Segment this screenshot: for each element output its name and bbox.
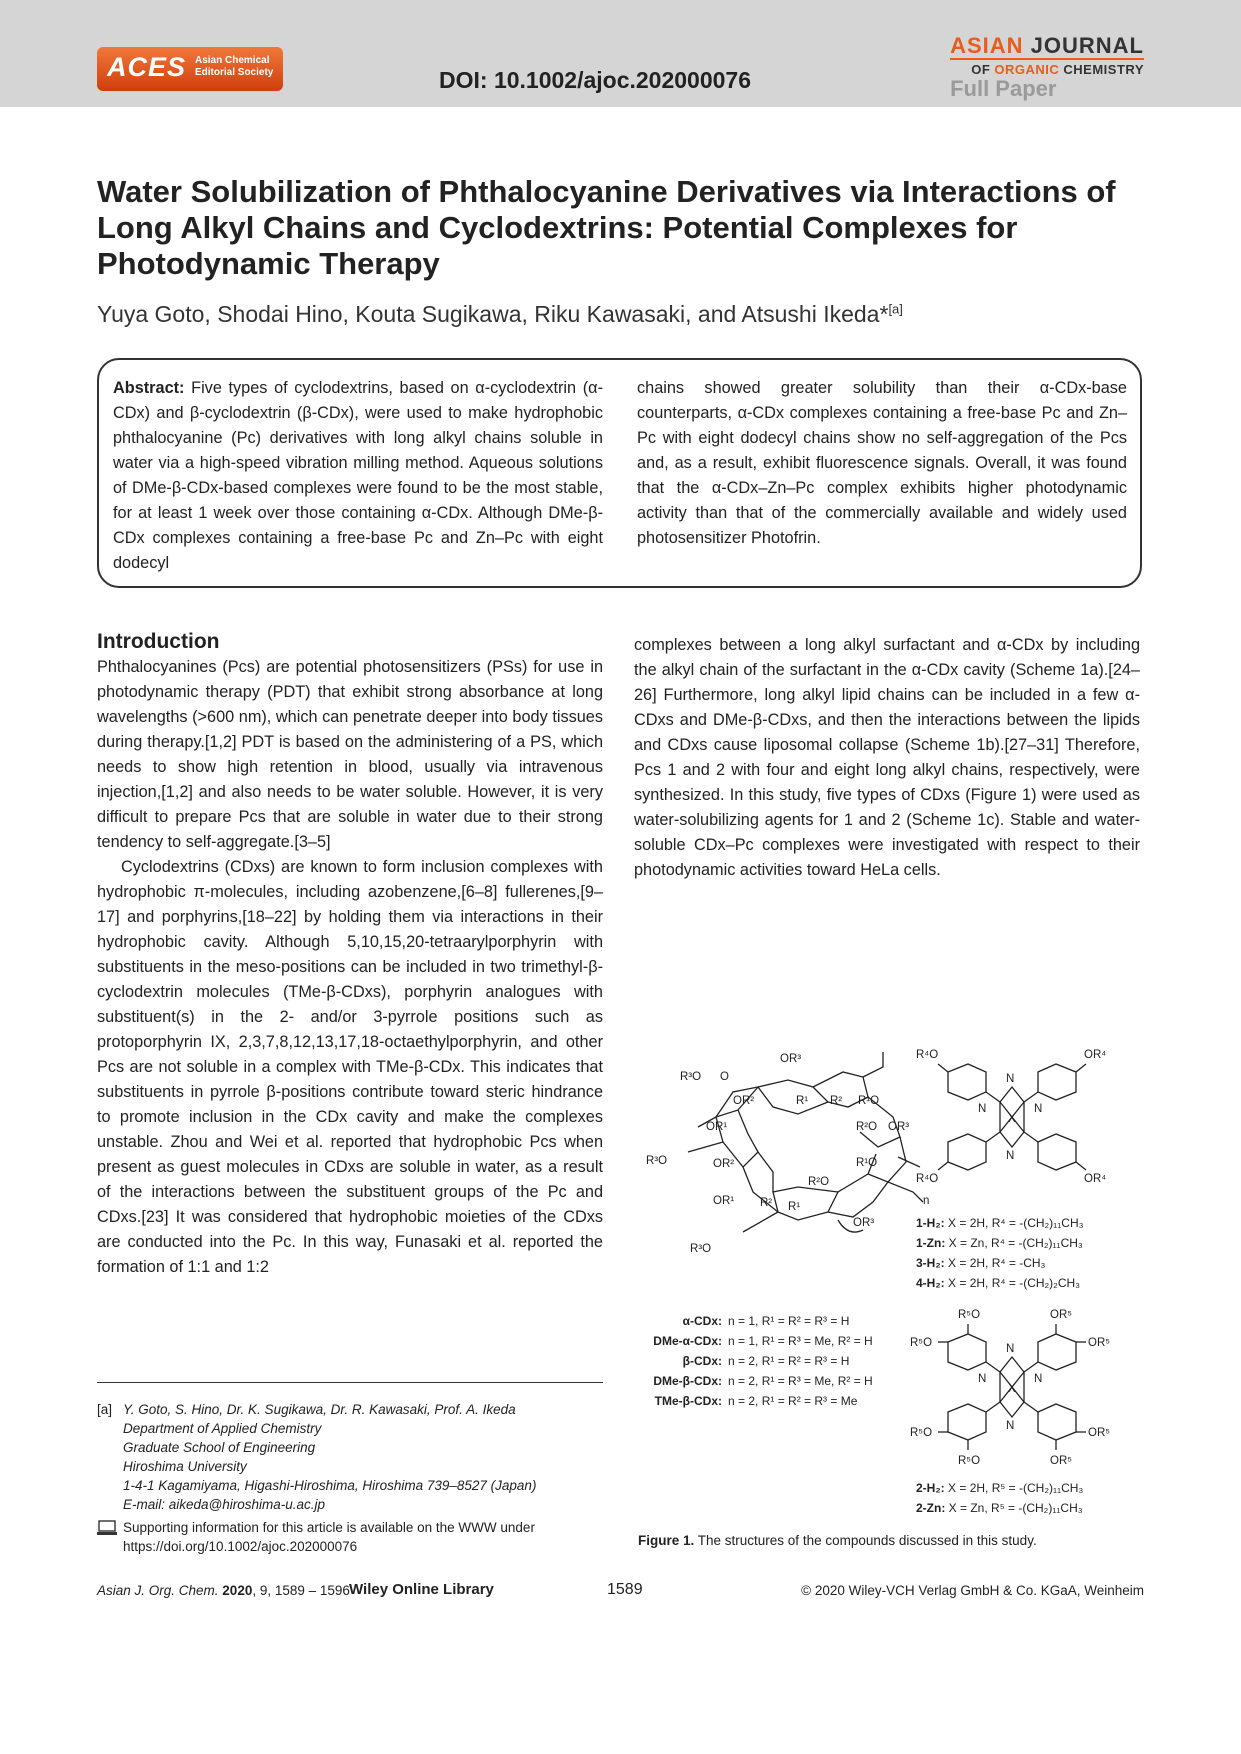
pc2-def-text: X = 2H, R⁵ = -(CH₂)₁₁CH₃ — [948, 1481, 1084, 1495]
journal-name-part: OF — [971, 62, 995, 77]
journal-logo — [950, 34, 1144, 100]
label-r1: R¹ — [796, 1095, 809, 1107]
abstract-label: Abstract: — [113, 379, 185, 397]
figure-1-caption — [638, 1533, 1037, 1548]
pc1-def-name: 1-H₂: — [916, 1216, 945, 1230]
label-r1o: R¹O — [856, 1157, 878, 1169]
journal-name-part: ORGANIC — [994, 62, 1060, 77]
label-or5: OR⁵ — [1050, 1455, 1073, 1467]
affiliation-marker: [a] — [888, 301, 903, 317]
label-n-subscript: n — [923, 1195, 930, 1207]
label-or2: OR² — [733, 1095, 755, 1107]
cyclodextrin-labels — [646, 1053, 929, 1255]
pc1-def-name: 1-Zn: — [916, 1236, 946, 1250]
label-r2: R² — [830, 1095, 843, 1107]
aces-society-name: Asian Chemical Editorial Society — [195, 55, 274, 78]
citation-journal: Asian J. Org. Chem. — [97, 1583, 219, 1598]
pc2-def-text: X = Zn, R⁵ = -(CH₂)₁₁CH₃ — [948, 1501, 1083, 1515]
phthalocyanine-1-defs — [916, 1216, 1084, 1290]
copyright: © 2020 Wiley-VCH Verlag GmbH & Co. KGaA, Weinheim — [801, 1583, 1144, 1598]
pc2-def-name: 2-H₂: — [916, 1481, 945, 1495]
label-or5: OR⁵ — [1050, 1309, 1073, 1321]
citation-rest: , 9, 1589 – 1596 — [252, 1583, 350, 1598]
doi[interactable]: DOI: 10.1002/ajoc.202000076 — [439, 67, 752, 93]
label-n-atom: N — [1006, 1420, 1015, 1432]
label-or3: OR³ — [888, 1121, 910, 1133]
svg-text:2-Zn: X = Zn, R⁵ = -(CH₂)₁₁CH₃ — [916, 1501, 1083, 1515]
label-r4o: R⁴O — [916, 1173, 939, 1185]
label-r3o: R³O — [680, 1071, 702, 1083]
footnote-email[interactable]: E-mail: aikeda@hiroshima-u.ac.jp — [123, 1497, 326, 1512]
abstract-box — [97, 358, 1142, 588]
pc1-def-text: X = Zn, R⁴ = -(CH₂)₁₁CH₃ — [948, 1236, 1083, 1250]
left-column — [97, 629, 603, 1280]
cdx-def-text: n = 1, R¹ = R³ = Me, R² = H — [728, 1334, 873, 1348]
figure-caption-text: The structures of the compounds discussed in this study. — [694, 1533, 1037, 1548]
label-or4: OR⁴ — [1084, 1049, 1107, 1061]
page-number: 1589 — [607, 1581, 643, 1598]
label-n-atom: N — [978, 1103, 987, 1115]
cdx-def-text: n = 1, R¹ = R² = R³ = H — [728, 1314, 850, 1328]
supporting-info-note — [97, 1518, 607, 1556]
pc1-def-text: X = 2H, R⁴ = -(CH₂)₂CH₃ — [948, 1276, 1081, 1290]
svg-text:2-H₂: X = 2H, R⁵ = -(CH₂)₁₁CH₃ — [916, 1481, 1083, 1495]
cdx-def-name: DMe-β-CDx: — [653, 1374, 722, 1388]
label-or4: OR⁴ — [1084, 1173, 1107, 1185]
label-r2o: R²O — [808, 1176, 830, 1188]
label-r5o: R⁵O — [958, 1309, 981, 1321]
footnote-marker: [a] — [97, 1402, 113, 1417]
label-r3o: R³O — [690, 1243, 712, 1255]
pc1-def-text: X = 2H, R⁴ = -CH₃ — [948, 1256, 1046, 1270]
svg-text:4-H₂: X = 2H, R⁴ = -(CH₂)₂CH₃ — [916, 1276, 1080, 1290]
label-r5o: R⁵O — [910, 1337, 933, 1349]
pc1-def-name: 3-H₂: — [916, 1256, 945, 1270]
footer-citation — [97, 1583, 350, 1598]
label-n-atom: N — [1006, 1150, 1015, 1162]
right-column — [634, 633, 1140, 883]
cdx-def-text: n = 2, R¹ = R² = R³ = H — [728, 1354, 850, 1368]
label-r5o: R⁵O — [958, 1455, 981, 1467]
label-n-atom: N — [1034, 1373, 1043, 1385]
section-heading-introduction: Introduction — [97, 630, 220, 653]
label-or5: OR⁵ — [1088, 1427, 1111, 1439]
label-x-atom: X — [1008, 1113, 1016, 1125]
svg-text:1-H₂: X = 2H, R⁴ = -(CH₂)₁₁CH₃ — [916, 1216, 1084, 1230]
footnote-authors: Y. Goto, S. Hino, Dr. K. Sugikawa, Dr. R. Kawasaki, Prof. A. Ikeda — [123, 1402, 516, 1417]
affiliation-footnote — [97, 1400, 607, 1514]
svg-text:1-Zn: X = Zn, R⁴ = -(CH₂)₁₁CH₃ — [916, 1236, 1083, 1250]
label-r1: R¹ — [788, 1201, 801, 1213]
abstract-left-column — [113, 376, 603, 576]
intro-paragraph-2: Cyclodextrins (CDxs) are known to form inclusion complexes with hydrophobic π-molecules, including azobenzene,[6–8] fullerenes,[9–17] and porphyrins,[18–22] by holding them via interactions in their hydrophobic cavity. Although 5,10,15,20-tetraarylporphyrin with substituents in the meso-positions can be included in two trimethyl-β-cyclodextrin molecules (TMe-β-CDxs), porphyrin analogues with substituent(s) in the 2- and/or 3-pyrrole positions such as protoporphyrin IX, 2,3,7,8,12,13,17,18-octaethylporphyrin, and other Pcs are not soluble in a complex with TMe-β-CDx. This indicates that substituents in pyrrole β-positions contribute toward steric hindrance to promote inclusion in the CDx cavity and make the complexes unstable. Zhou and Wei et al. reported that hydrophobic Pcs when present as guest molecules in CDxs are soluble in water, as a result of the interactions between the substituent groups of the Pc and CDxs.[23] It was considered that hydrophobic moieties of the CDxs are conducted into the Pc. In this way, Funasaki et al. reported the formation of 1:1 and 1:2 — [97, 858, 603, 1276]
authors-text: Yuya Goto, Shodai Hino, Kouta Sugikawa, Riku Kawasaki, and Atsushi Ikeda* — [97, 301, 889, 327]
aces-logo — [97, 47, 283, 91]
footnote-university: Hiroshima University — [123, 1459, 247, 1474]
label-r3o: R³O — [646, 1155, 668, 1167]
journal-name-part: ASIAN — [950, 33, 1031, 58]
cdx-def-name: TMe-β-CDx: — [654, 1394, 722, 1408]
footnote-address: 1-4-1 Kagamiyama, Higashi-Hiroshima, Hiroshima 739–8527 (Japan) — [123, 1478, 537, 1493]
label-r2o: R²O — [856, 1121, 878, 1133]
intro-paragraph-1: Phthalocyanines (Pcs) are potential photosensitizers (PSs) for use in photodynamic therapy (PDT) that exhibit strong absorbance at long wavelengths (>600 nm), which can penetrate deeper into body tissues during therapy.[1,2] PDT is based on the administering of a PS, which needs to show high retention in blood, usually via intravenous injection,[1,2] and also needs to be water soluble. However, it is very difficult to prepare Pcs that are soluble in water due to their strong tendency to self-aggregate.[3–5] — [97, 658, 603, 851]
label-or3: OR³ — [780, 1053, 802, 1065]
label-r2: R² — [760, 1197, 773, 1209]
article-title: Water Solubilization of Phthalocyanine Derivatives via Interactions of Long Alkyl Chains and Cyclodextrins: Potential Complexes for Photodynamic Therapy — [97, 174, 1116, 281]
article-type: Full Paper — [950, 76, 1057, 101]
label-n-atom: N — [978, 1373, 987, 1385]
abstract-right-column — [637, 376, 1127, 551]
cdx-def-name: DMe-α-CDx: — [653, 1334, 722, 1348]
journal-name-part: JOURNAL — [1030, 33, 1144, 58]
phthalocyanine-2-labels — [910, 1309, 1110, 1467]
label-r5o: R⁵O — [910, 1427, 933, 1439]
label-or1: OR¹ — [713, 1195, 735, 1207]
label-r1o: R¹O — [858, 1095, 880, 1107]
cdx-def-text: n = 2, R¹ = R² = R³ = Me — [728, 1394, 858, 1408]
computer-icon — [97, 1520, 117, 1536]
pc2-def-name: 2-Zn: — [916, 1501, 946, 1515]
label-n-atom: N — [1006, 1343, 1015, 1355]
author-list — [97, 301, 903, 328]
footnote-divider — [97, 1382, 603, 1383]
aces-logo-text: ACES — [107, 52, 187, 82]
label-o: O — [720, 1071, 729, 1083]
footnote-department: Department of Applied Chemistry — [123, 1421, 322, 1436]
label-n-atom: N — [1006, 1073, 1015, 1085]
cdx-def-name: β-CDx: — [682, 1354, 722, 1368]
abstract-text-left: Five types of cyclodextrins, based on α-cyclodextrin (α-CDx) and β-cyclodextrin (β-CDx), were used to make hydrophobic phthalocyanine (Pc) derivatives with long alkyl chains soluble in water via a high-speed vibration milling method. Aqueous solutions of DMe-β-CDx-based complexes were found to be the most stable, for at least 1 week over those containing α-CDx. Although DMe-β-CDx complexes containing a free-base Pc and Zn–Pc with eight dodecyl — [113, 379, 603, 572]
label-or3: OR³ — [853, 1217, 875, 1229]
label-x-atom: X — [1008, 1383, 1016, 1395]
abstract-text-right: chains showed greater solubility than their α-CDx-base counterparts, α-CDx complexes containing a free-base Pc and Zn–Pc with eight dodecyl chains show no self-aggregation of the Pcs and, as a result, exhibit fluorescence signals. Overall, it was found that the α-CDx–Zn–Pc complex exhibits higher photodynamic activity than that of the commercially available and widely used photosensitizer Photofrin. — [637, 379, 1127, 547]
figure-1-structures — [638, 1042, 1140, 1532]
label-or2: OR² — [713, 1158, 735, 1170]
citation-year: 2020 — [218, 1583, 253, 1598]
phthalocyanine-2-defs — [916, 1481, 1083, 1515]
cdx-def-text: n = 2, R¹ = R³ = Me, R² = H — [728, 1374, 873, 1388]
figure-caption-label: Figure 1. — [638, 1533, 695, 1548]
label-or1: OR¹ — [706, 1121, 728, 1133]
cyclodextrin-defs — [653, 1314, 872, 1408]
journal-name-part: CHEMISTRY — [1059, 62, 1144, 77]
svg-text:3-H₂: X = 2H, R⁴ = -CH₃ — [916, 1256, 1046, 1270]
cdx-def-name: α-CDx: — [682, 1314, 722, 1328]
pc1-def-text: X = 2H, R⁴ = -(CH₂)₁₁CH₃ — [948, 1216, 1084, 1230]
label-r4o: R⁴O — [916, 1049, 939, 1061]
wiley-online-library[interactable]: Wiley Online Library — [349, 1581, 494, 1598]
pc1-def-name: 4-H₂: — [916, 1276, 945, 1290]
footnote-school: Graduate School of Engineering — [123, 1440, 316, 1455]
label-or5: OR⁵ — [1088, 1337, 1111, 1349]
supporting-info-text[interactable]: Supporting information for this article is available on the WWW under https://doi.org/10.1002/ajoc.202000076 — [123, 1520, 535, 1554]
intro-paragraph-3: complexes between a long alkyl surfactant and α-CDx by including the alkyl chain of the surfactant in the α-CDx cavity (Scheme 1a).[24–26] Furthermore, long alkyl lipid chains can be included in a few α-CDxs and DMe-β-CDxs, and then the interactions between the lipids and CDxs cause liposomal collapse (Scheme 1b).[27–31] Therefore, Pcs 1 and 2 with four and eight long alkyl chains, respectively, were synthesized. In this study, five types of CDxs (Figure 1) were used as water-solubilizing agents for 1 and 2 (Scheme 1c). Stable and water-soluble CDx–Pc complexes were investigated with respect to their photodynamic activities toward HeLa cells. — [634, 636, 1140, 879]
label-n-atom: N — [1034, 1103, 1043, 1115]
